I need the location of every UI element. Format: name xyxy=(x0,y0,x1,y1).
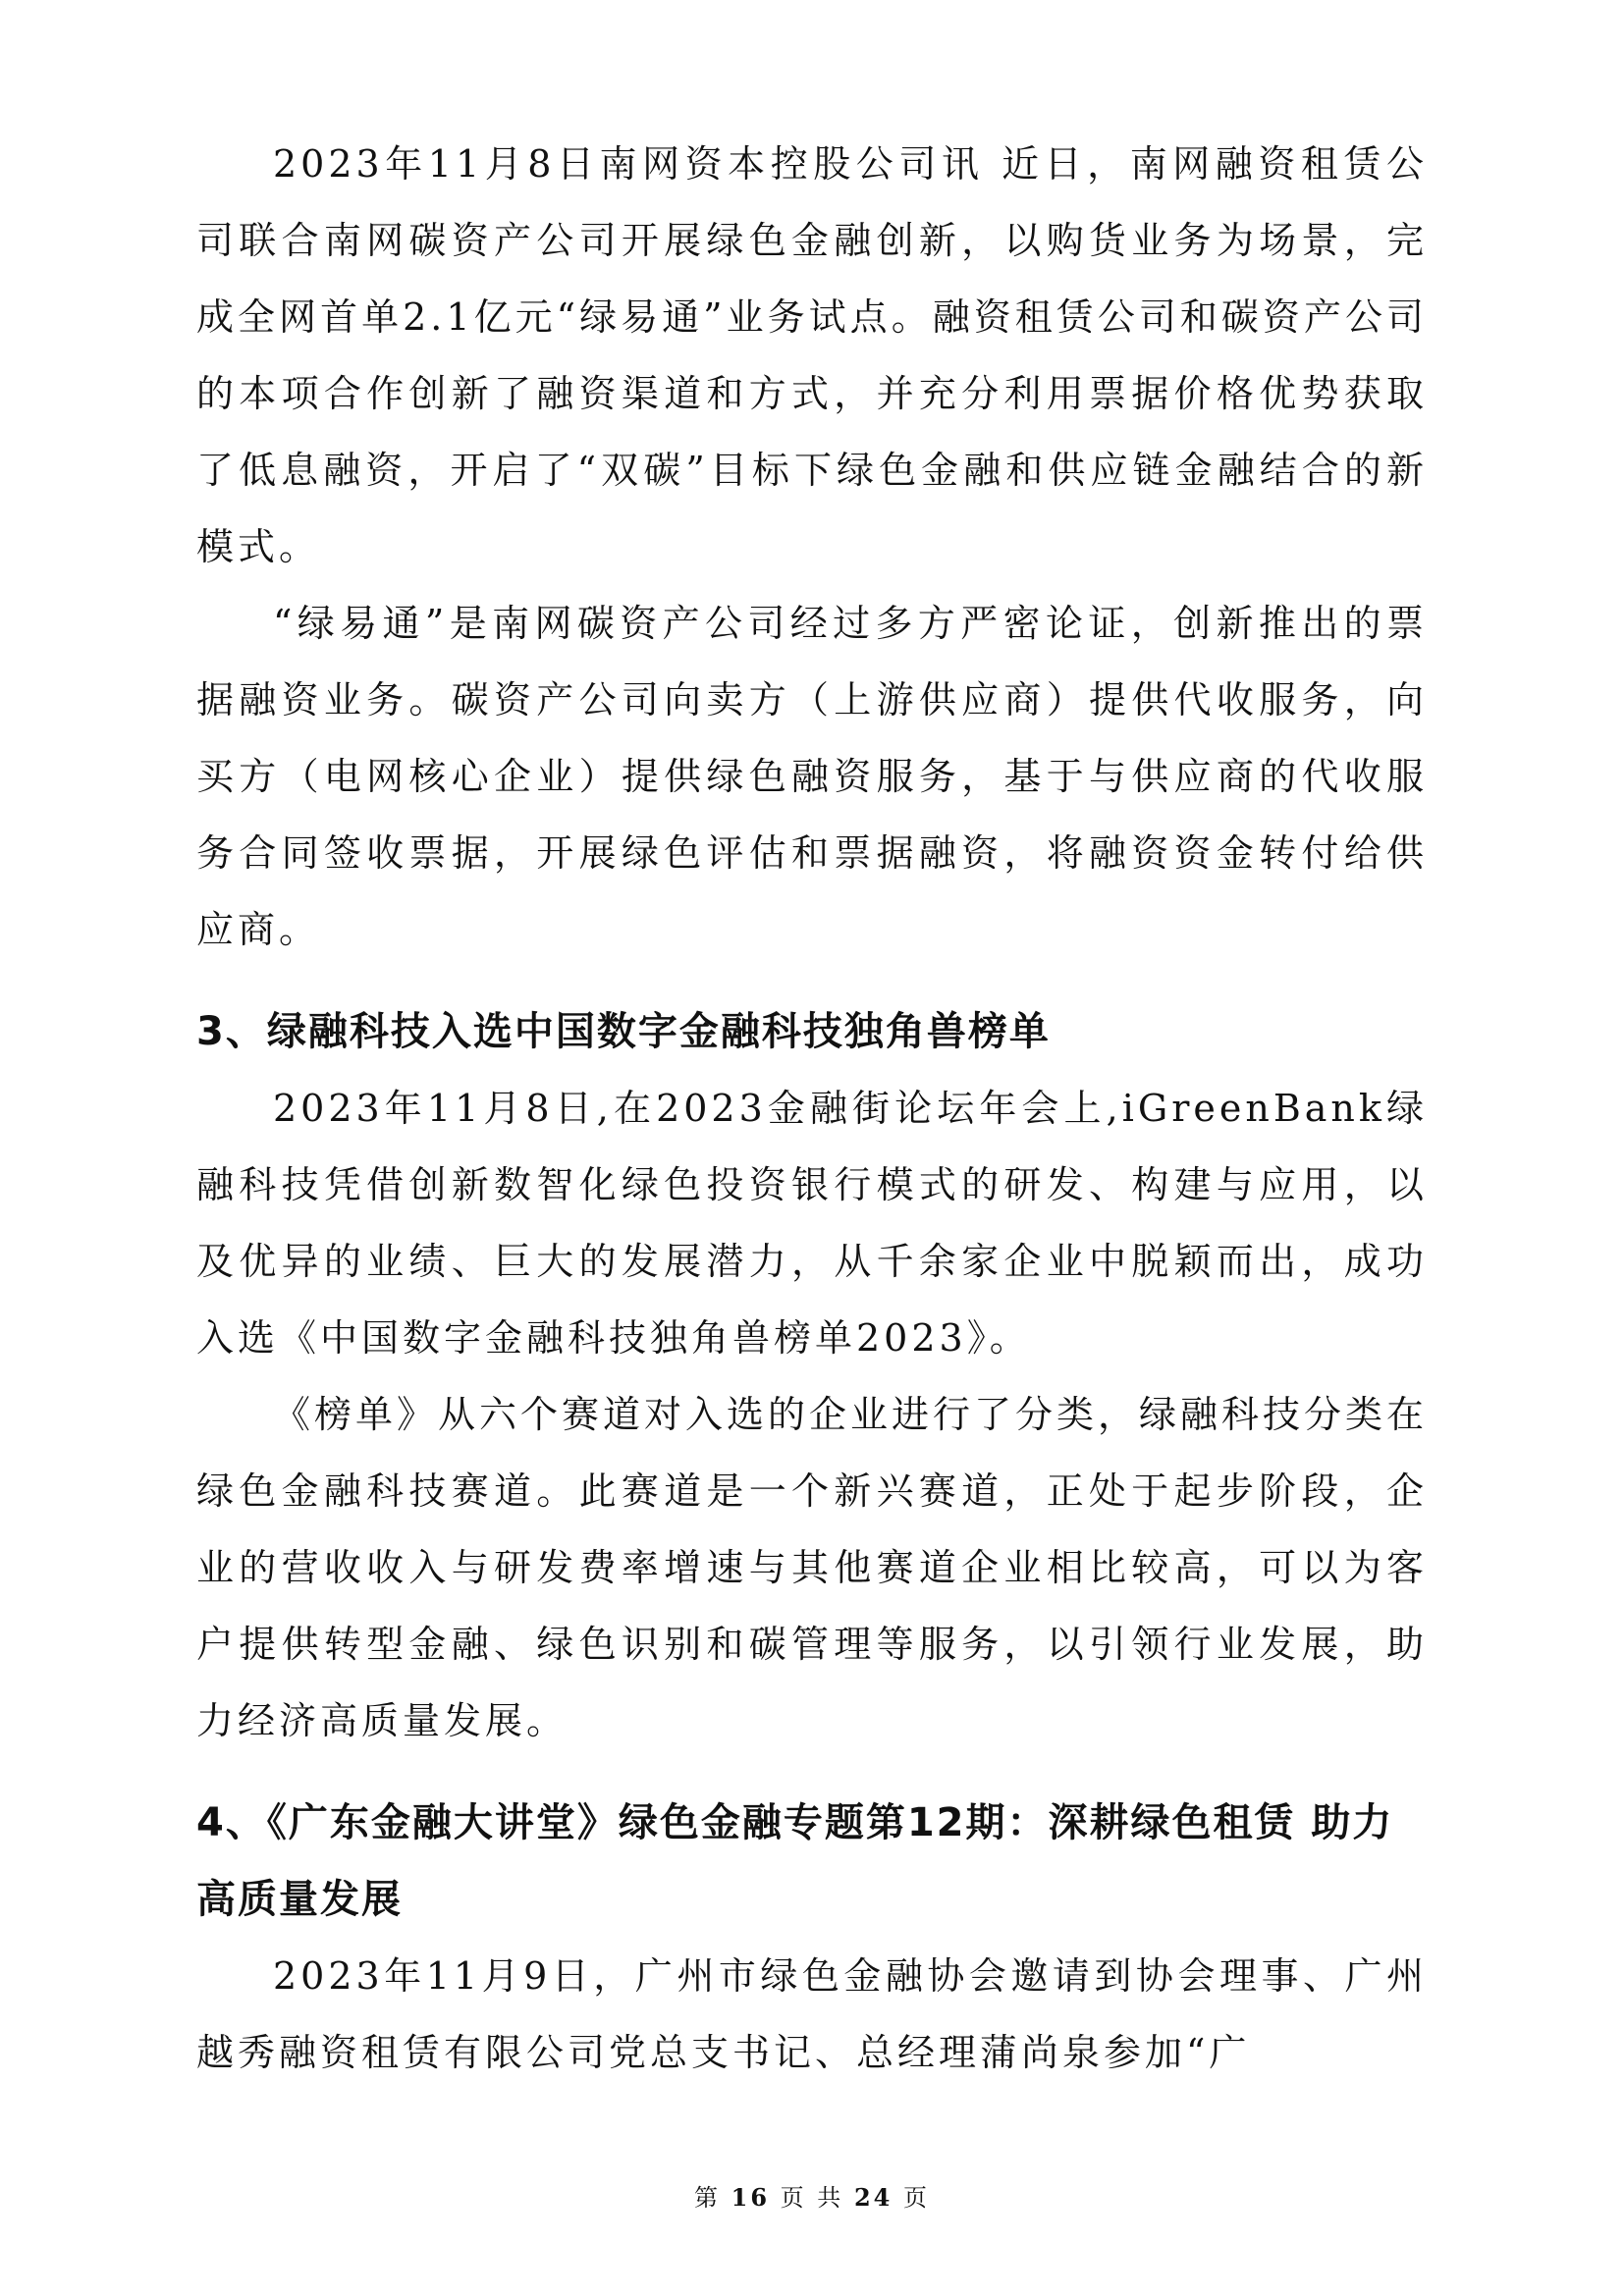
footer-prefix: 第 xyxy=(693,2184,721,2212)
paragraph: 2023年11月8日,在2023金融街论坛年会上,iGreenBank绿融科技凭借创新数智化绿色投资银行模式的研发、构建与应用，以及优异的业绩、巨大的发展潜力，从千余家企业中脱颖而出，成功入选《中国数字金融科技独角兽榜单2023》。 xyxy=(196,1087,1428,1360)
paragraph: 《榜单》从六个赛道对入选的企业进行了分类，绿融科技分类在绿色金融科技赛道。此赛道是一个新兴赛道，正处于起步阶段，企业的营收收入与研发费率增速与其他赛道企业相比较高，可以为客户提供转型金融、绿色识别和碳管理等服务，以引领行业发展，助力经济高质量发展。 xyxy=(196,1393,1429,1742)
section-heading: 4、《广东金融大讲堂》绿色金融专题第12期：深耕绿色租赁 助力高质量发展 xyxy=(196,1800,1394,1922)
footer-middle: 页 共 xyxy=(780,2184,844,2212)
page-content xyxy=(196,126,1428,2091)
page-footer xyxy=(0,2178,1624,2213)
page-number: 16 xyxy=(731,2183,771,2212)
paragraph: 2023年11月8日南网资本控股公司讯 近日，南网融资租赁公司联合南网碳资产公司开展绿色金融创新，以购货业务为场景，完成全网首单2.1亿元“绿易通”业务试点。融资租赁公司和碳资产公司的本项合作创新了融资渠道和方式，并充分利用票据价格优势获取了低息融资，开启了“双碳”目标下绿色金融和供应链金融结合的新模式。 xyxy=(196,142,1428,568)
page-total: 24 xyxy=(853,2183,893,2212)
paragraph: 2023年11月9日，广州市绿色金融协会邀请到协会理事、广州越秀融资租赁有限公司党总支书记、总经理蒲尚泉参加“广 xyxy=(196,1954,1428,2074)
footer-suffix: 页 xyxy=(903,2184,930,2212)
section-heading: 3、绿融科技入选中国数字金融科技独角兽榜单 xyxy=(196,1009,1051,1054)
paragraph: “绿易通”是南网碳资产公司经过多方严密论证，创新推出的票据融资业务。碳资产公司向卖方（上游供应商）提供代收服务，向买方（电网核心企业）提供绿色融资服务，基于与供应商的代收服务合同签收票据，开展绿色评估和票据融资，将融资资金转付给供应商。 xyxy=(196,602,1428,951)
